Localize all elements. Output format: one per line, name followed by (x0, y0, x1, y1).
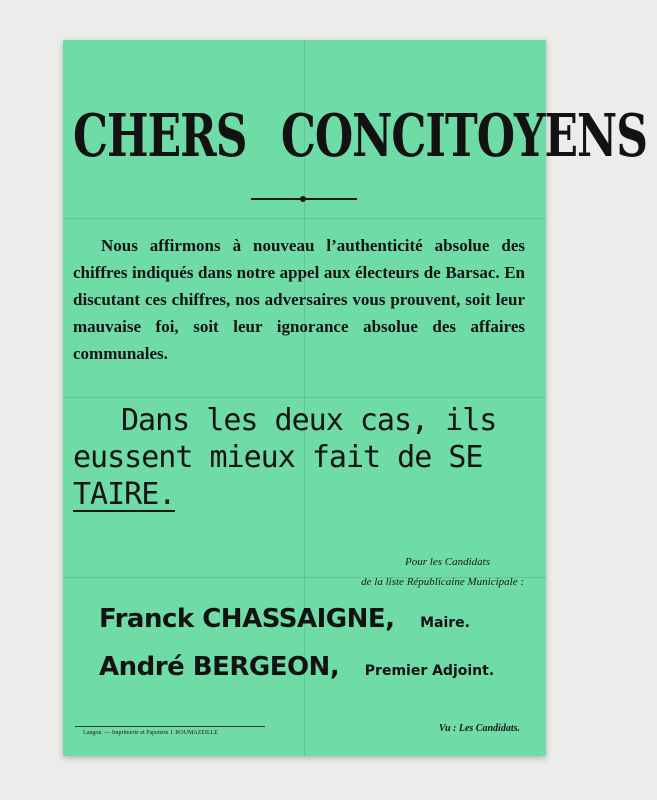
headline-line-3: TAIRE. (73, 477, 176, 512)
printer-credit: Langon. — Imprimerie et Papeterie J. ROUMAZEILLE (83, 730, 218, 736)
signatory-row (99, 604, 470, 634)
approval-note: Vu : Les Candidats. (438, 723, 520, 734)
poster-title (63, 102, 647, 171)
headline-line-1: Dans les deux cas, ils (121, 403, 497, 438)
election-poster (63, 40, 647, 756)
headline-line-2: eussent mieux fait de SE (73, 440, 483, 475)
title-word-1: CHERS (73, 102, 247, 171)
signatory-row (99, 652, 494, 682)
signatory-name: Franck CHASSAIGNE, (99, 604, 395, 634)
signature-intro-1: Pour les Candidats (405, 556, 490, 568)
title-word-2: CONCITOYENS (280, 102, 647, 171)
body-paragraph: Nous affirmons à nouveau l’authenticité absolue des chiffres indiqués dans notre appel aux électeurs de Barsac. En discutant ces chiffres, nos adversaires vous prouvent, soit leur mauvaise foi, soit leur ignorance absolue des affaires communales. (73, 236, 525, 363)
headline-statement (73, 402, 525, 513)
footer-rule (75, 726, 265, 727)
ornamental-divider (251, 198, 357, 200)
signatory-role: Maire. (420, 615, 470, 631)
signature-intro-2: de la liste Républicaine Municipale : (361, 576, 524, 588)
signatory-name: André BERGEON, (99, 652, 340, 682)
signatory-role: Premier Adjoint. (364, 663, 495, 679)
